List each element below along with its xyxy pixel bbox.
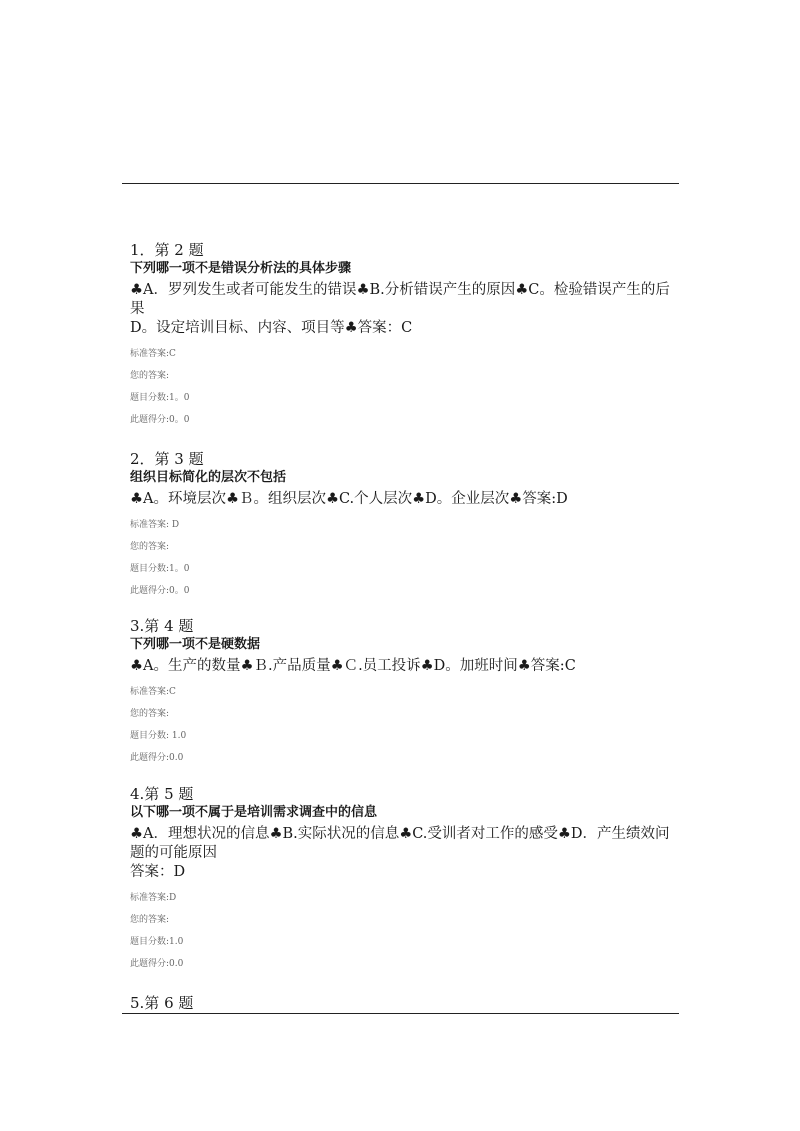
question-answer: D。设定培训目标、内容、项目等♣答案：C [130, 320, 413, 336]
earned-score: 此题得分:0。0 [130, 415, 190, 425]
earned-score: 此题得分:0。0 [130, 586, 190, 596]
earned-score: 此题得分:0.0 [130, 959, 184, 969]
earned-score: 此题得分:0.0 [130, 753, 184, 763]
question-text: 以下哪一项不属于是培训需求调查中的信息 [130, 805, 378, 820]
question-block-1 [130, 240, 675, 426]
question-block-5 [130, 993, 675, 1013]
question-options: ♣A．理想状况的信息♣B.实际状况的信息♣C.受训者对工作的感受♣D．产生绩效问题的可能原因 [130, 826, 670, 861]
your-answer: 您的答案: [130, 371, 170, 381]
question-options: ♣A。生产的数量♣Ｂ.产品质量♣Ｃ.员工投诉♣D。加班时间♣答案:C [130, 658, 576, 674]
question-title: 3.第 4 题 [130, 617, 194, 635]
question-block-4 [130, 784, 675, 970]
your-answer: 您的答案: [130, 915, 170, 925]
your-answer: 您的答案: [130, 709, 170, 719]
question-score: 题目分数: 1.0 [130, 731, 187, 741]
question-score: 题目分数:1。0 [130, 564, 190, 574]
question-score: 题目分数:1。0 [130, 393, 190, 403]
standard-answer: 标准答案:C [130, 349, 176, 359]
question-score: 题目分数:1.0 [130, 937, 184, 947]
question-title: 4.第 5 题 [130, 785, 194, 803]
bottom-rule [122, 1013, 679, 1014]
top-rule [122, 183, 679, 184]
your-answer: 您的答案: [130, 542, 170, 552]
question-title: 1．第 2 题 [130, 241, 204, 259]
question-text: 下列哪一项不是错误分析法的具体步骤 [130, 261, 352, 276]
question-options: ♣A．罗列发生或者可能发生的错误♣B.分析错误产生的原因♣C。检验错误产生的后果 [130, 282, 670, 317]
question-block-3 [130, 616, 675, 764]
question-block-2 [130, 449, 675, 597]
question-title: 2．第 3 题 [130, 450, 204, 468]
question-answer: 答案：D [130, 864, 186, 880]
standard-answer: 标准答案:D [130, 893, 177, 903]
question-options: ♣A。环境层次♣Ｂ。组织层次♣C.个人层次♣D。企业层次♣答案:D [130, 491, 568, 507]
standard-answer: 标准答案: D [130, 520, 180, 530]
question-text: 下列哪一项不是硬数据 [130, 637, 261, 652]
question-title: 5.第 6 题 [130, 994, 194, 1012]
standard-answer: 标准答案:C [130, 687, 176, 697]
question-text: 组织目标简化的层次不包括 [130, 470, 287, 485]
